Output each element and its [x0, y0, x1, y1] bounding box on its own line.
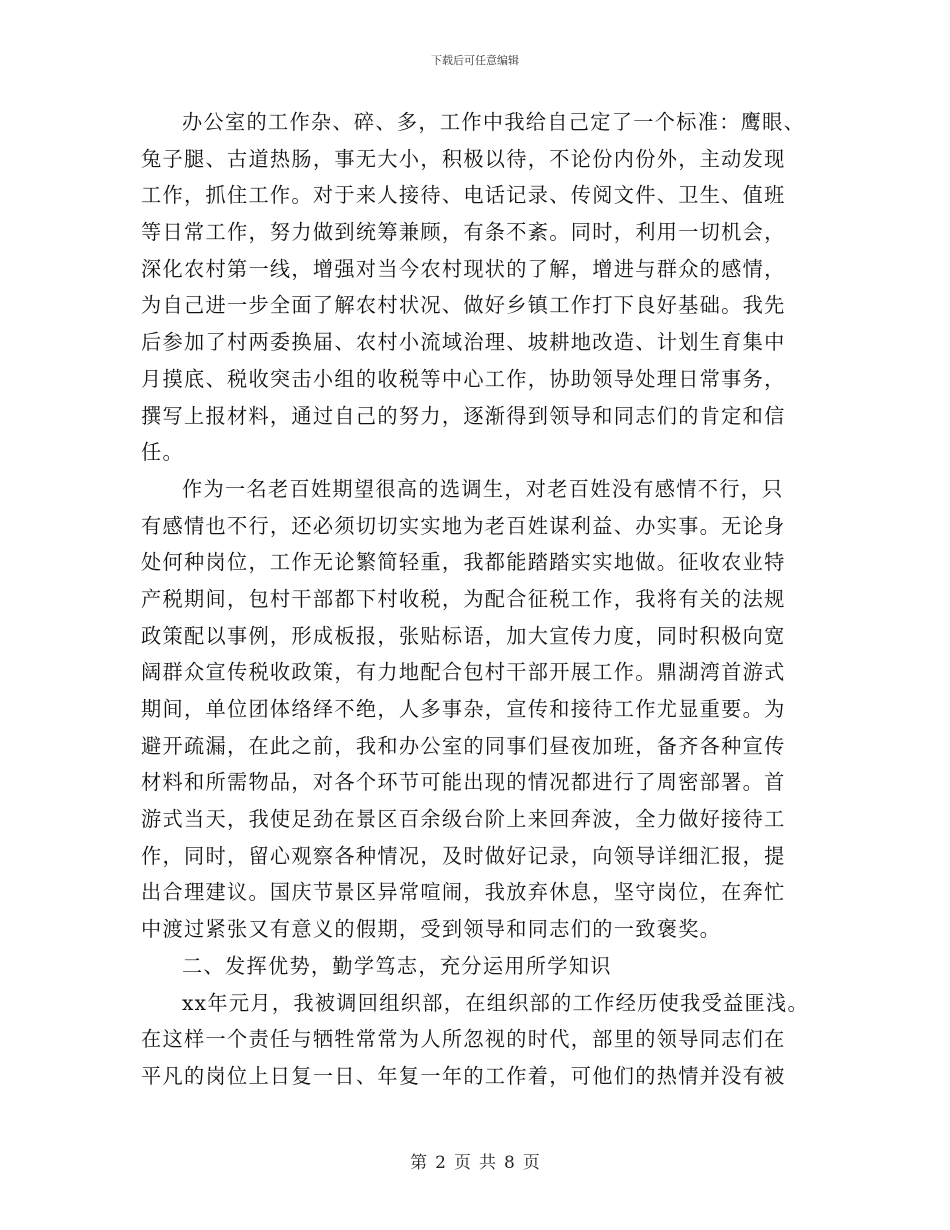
text-line: 期间，单位团体络绎不绝，人多事杂，宣传和接待工作尤显重要。为	[141, 697, 786, 721]
text-line: 兔子腿、古道热肠，事无大小，积极以待，不论份内份外，主动发现	[141, 146, 786, 171]
text-line: 作，同时，留心观察各种情况，及时做好记录，向领导详细汇报，提	[141, 843, 786, 868]
text-line: 任。	[141, 440, 184, 465]
footer-label-gong: 共	[479, 1153, 496, 1173]
text-line: 阔群众宣传税收政策，有力地配合包村干部开展工作。鼎湖湾首游式	[141, 660, 786, 685]
footer-label-ye-2: 页	[522, 1153, 540, 1173]
document-body	[141, 104, 811, 1095]
text-line: 产税期间，包村干部都下村收税，为配合征税工作，我将有关的法规	[141, 586, 786, 611]
text-line: 游式当天，我使足劲在景区百余级台阶上来回奔波，全力做好接待工	[141, 807, 786, 832]
footer-total-pages: 8	[504, 1153, 515, 1173]
text-line: 后参加了村两委换届、农村小流域治理、坡耕地改造、计划生育集中	[141, 330, 786, 355]
text-line: 等日常工作，努力做到统筹兼顾，有条不紊。同时，利用一切机会，	[141, 220, 786, 245]
text-line: 出合理建议。国庆节景区异常喧闹，我放弃休息，坚守岗位，在奔忙	[141, 880, 786, 905]
text-line: 撰写上报材料，通过自己的努力，逐渐得到领导和同志们的肯定和信	[141, 403, 786, 428]
page-footer	[0, 1151, 950, 1175]
text-line: 作为一名老百姓期望很高的选调生，对老百姓没有感情不行，只	[182, 476, 784, 501]
text-line: 政策配以事例，形成板报，张贴标语，加大宣传力度，同时积极向宽	[141, 623, 786, 648]
text-line: 材料和所需物品，对各个环节可能出现的情况都进行了周密部署。首	[141, 770, 786, 795]
text-line: 有感情也不行，还必须切切实实地为老百姓谋利益、办实事。无论身	[141, 513, 786, 538]
text-line: 避开疏漏，在此之前，我和办公室的同事们昼夜加班，备齐各种宣传	[141, 733, 786, 758]
text-line: 工作，抓住工作。对于来人接待、电话记录、传阅文件、卫生、值班	[141, 183, 786, 208]
text-line: xx年元月，我被调回组织部，在组织部的工作经历使我受益匪浅。	[182, 990, 810, 1015]
text-line: 二、发挥优势，勤学笃志，充分运用所学知识	[182, 953, 612, 978]
text-line: 为自己进一步全面了解农村状况、做好乡镇工作打下良好基础。我先	[141, 293, 786, 318]
text-line: 在这样一个责任与牺牲常常为人所忽视的时代，部里的领导同志们在	[141, 1027, 786, 1052]
footer-page-number: 2	[435, 1153, 446, 1173]
text-line: 处何种岗位，工作无论繁简轻重，我都能踏踏实实地做。征收农业特	[141, 550, 786, 575]
text-line: 中渡过紧张又有意义的假期，受到领导和同志们的一致褒奖。	[141, 917, 722, 942]
text-line: 平凡的岗位上日复一日、年复一年的工作着，可他们的热情并没有被	[141, 1063, 786, 1088]
page-header-note: 下载后可任意编辑	[431, 54, 519, 67]
footer-label-ye: 页	[454, 1153, 471, 1173]
text-line: 深化农村第一线，增强对当今农村现状的了解，增进与群众的感情，	[141, 256, 786, 281]
footer-label-di: 第	[410, 1153, 428, 1173]
text-line: 办公室的工作杂、碎、多，工作中我给自己定了一个标准：鹰眼、	[182, 110, 806, 134]
text-line: 月摸底、税收突击小组的收税等中心工作，协助领导处理日常事务，	[141, 366, 786, 391]
